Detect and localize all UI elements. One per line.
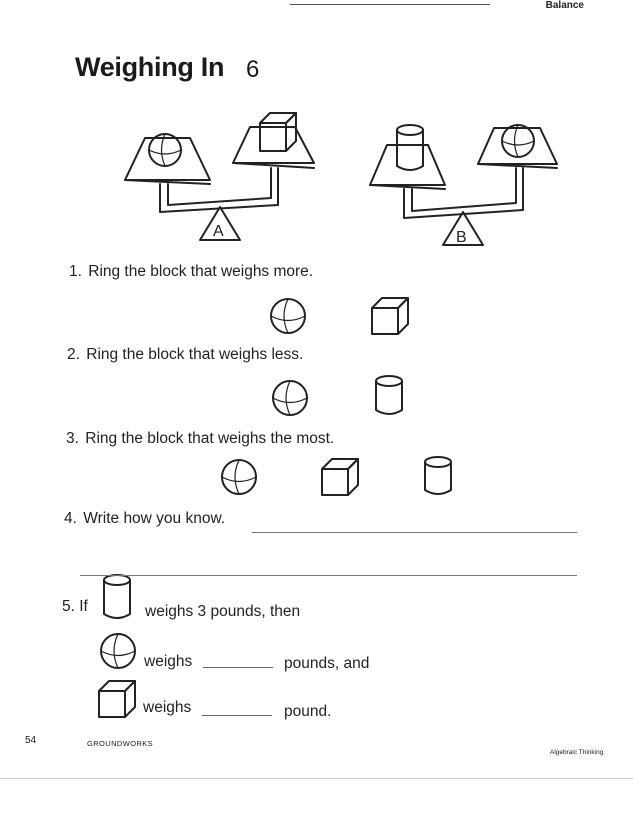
balance-b-sphere: [502, 125, 534, 157]
q1-cube-choice: [372, 298, 408, 334]
question-5-line-2-end: pounds, and: [284, 655, 370, 672]
question-4-text: Write how you know.: [83, 510, 226, 527]
answer-line-2[interactable]: [80, 575, 577, 576]
question-5-line-1: weighs 3 pounds, then: [145, 603, 301, 620]
sphere-weight-blank[interactable]: [203, 667, 273, 668]
balance-b-cylinder: [397, 125, 423, 170]
question-2: [67, 346, 303, 364]
q5-cube-icon: [99, 681, 135, 717]
question-4: [64, 510, 225, 528]
cube-weight-blank[interactable]: [202, 715, 272, 716]
q3-sphere-choice: [222, 460, 256, 494]
page-number: 54: [25, 735, 37, 746]
question-5-line-3-end: pound.: [284, 703, 332, 720]
question-3: [66, 430, 334, 448]
question-4-number: 4.: [64, 510, 77, 527]
balance-b-label: B: [456, 229, 467, 246]
footer-strand: Algebraic Thinking: [550, 749, 604, 756]
question-5-number-row: [62, 598, 88, 616]
question-5-number: 5.: [62, 598, 75, 615]
page-title: Weighing In: [75, 52, 225, 82]
balance-a-label: A: [213, 223, 224, 240]
question-2-text: Ring the block that weighs less.: [86, 346, 304, 363]
balance-a-cube: [260, 113, 296, 151]
balance-a: [125, 113, 314, 240]
question-1-number: 1.: [69, 263, 82, 280]
footer-brand: GROUNDWORKS: [87, 739, 154, 748]
page-bottom-edge: [0, 778, 633, 779]
q5-sphere-icon: [101, 634, 135, 668]
question-5-cube-weighs: weighs: [143, 699, 192, 716]
q5-cylinder-icon: [104, 575, 130, 618]
question-3-text: Ring the block that weighs the most.: [85, 430, 335, 447]
answer-line-1[interactable]: [252, 532, 577, 533]
question-5-if: If: [79, 598, 88, 615]
lesson-number: 6: [246, 56, 260, 83]
q3-cylinder-choice: [425, 457, 451, 494]
question-1: [69, 263, 313, 281]
section-label: Balance: [545, 0, 584, 11]
question-1-text: Ring the block that weighs more.: [88, 263, 314, 280]
balance-b: [370, 125, 557, 246]
question-2-number: 2.: [67, 346, 80, 363]
q3-cube-choice: [322, 459, 358, 495]
q2-cylinder-choice: [376, 376, 402, 414]
question-3-number: 3.: [66, 430, 79, 447]
question-5-sphere-weighs: weighs: [144, 653, 193, 670]
q2-sphere-choice: [273, 381, 307, 415]
q1-sphere-choice: [271, 299, 305, 333]
